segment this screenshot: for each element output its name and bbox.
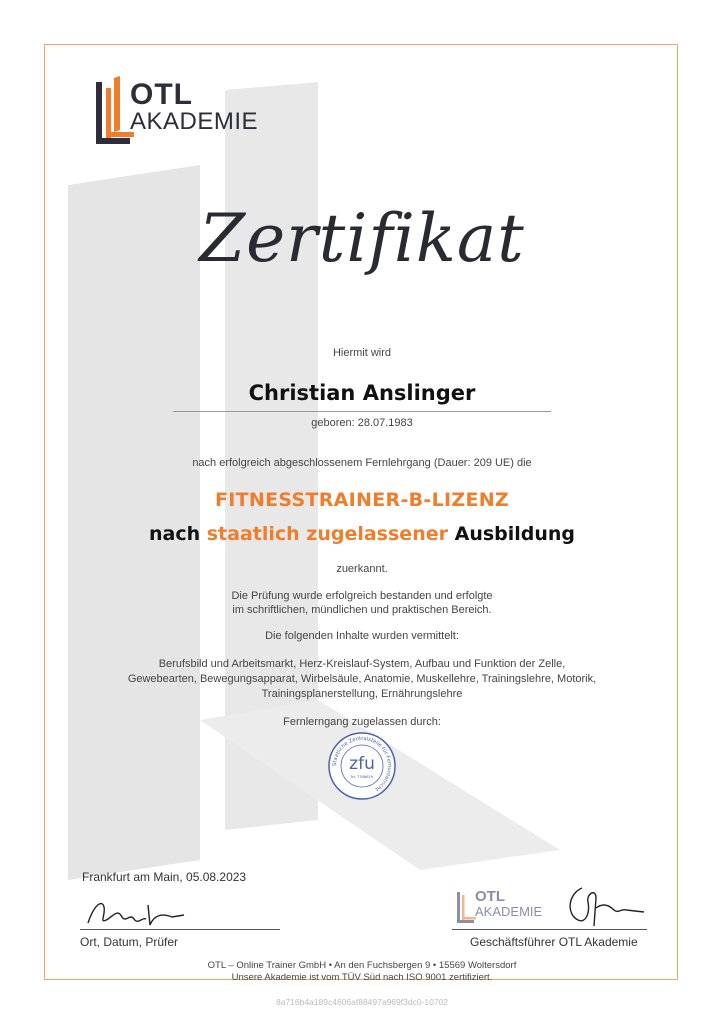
contents-line-1: Berufsbild und Arbeitsmarkt, Herz-Kreislauf-System, Aufbau und Funktion der Zelle, (158, 658, 566, 670)
approval-text: Fernlerngang zugelassen durch: (283, 716, 441, 728)
birth-date: geboren: 28.07.1983 (311, 417, 413, 429)
training-part3: Ausbildung (454, 523, 576, 545)
recipient-name: Christian Anslinger (248, 381, 476, 405)
seal-ring-text: Staatliche Zentralstelle für Fernunterricht (331, 735, 393, 792)
certificate-title: Zertifikat (199, 200, 525, 277)
right-signature-line (452, 929, 647, 930)
footer-logo-akademie: AKADEMIE (475, 904, 543, 919)
logo-text-otl: OTL (130, 78, 193, 111)
right-signature-label: Geschäftsführer OTL Akademie (470, 935, 638, 949)
training-part1: nach (148, 523, 201, 545)
license-title: FITNESSTRAINER-B-LIZENZ (214, 489, 510, 511)
logo-mark-icon (94, 74, 134, 154)
exam-line-1: Die Prüfung wurde erfolgreich bestanden und erfolgte (231, 590, 493, 602)
left-signature-label: Ort, Datum, Prüfer (80, 935, 179, 949)
place-date: Frankfurt am Main, 05.08.2023 (82, 870, 247, 884)
examiner-signature (84, 895, 194, 931)
footer-logo-mark-icon (455, 888, 477, 928)
course-text: nach erfolgreich abgeschlossenem Fernlehrgang (Dauer: 209 UE) die (192, 457, 532, 469)
contents-heading: Die folgenden Inhalte wurden vermittelt: (265, 630, 459, 642)
intro-text: Hiermit wird (332, 347, 392, 359)
training-part2: staatlich zugelassener (206, 523, 448, 545)
logo-text-akademie: AKADEMIE (130, 108, 259, 135)
otl-logo (94, 74, 284, 154)
training-line (0, 523, 724, 545)
awarded-text: zuerkannt. (336, 563, 388, 575)
ceo-signature (560, 884, 650, 930)
seal-center-text: zfu (349, 754, 375, 774)
left-signature-line (80, 929, 280, 930)
footer-address: OTL – Online Trainer GmbH • An den Fuchsbergen 9 • 15569 Woltersdorf (207, 960, 517, 971)
certificate-hash: 8a716b4a189c4606af88497a969f3dc0-10702 (275, 997, 449, 1007)
zfu-seal-icon (327, 731, 397, 801)
footer-certification: Unsere Akademie ist vom TÜV Süd nach ISO 9001 zertifiziert. (231, 972, 493, 983)
footer-logo-otl: OTL (475, 888, 505, 905)
exam-line-2: im schriftlichen, mündlichen und praktischen Bereich. (232, 604, 492, 616)
footer-otl-logo (455, 886, 575, 930)
seal-number: Nr. 7306619 (350, 775, 374, 779)
contents-line-3: Trainingsplanerstellung, Ernährungslehre (261, 688, 463, 700)
contents-line-2: Gewebearten, Bewegungsapparat, Wirbelsäule, Anatomie, Muskellehre, Trainingslehre, Motorik, (127, 673, 597, 685)
name-underline (173, 411, 551, 412)
